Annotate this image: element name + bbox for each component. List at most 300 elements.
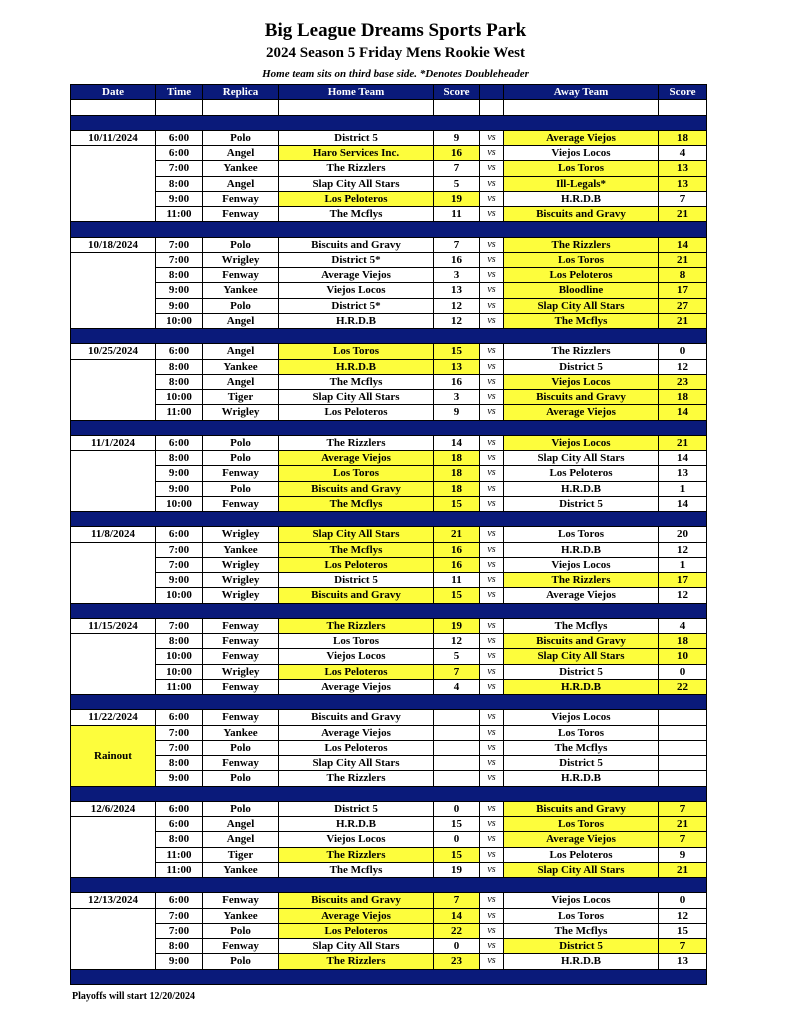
separator-bar <box>71 969 707 984</box>
away-score <box>659 756 707 771</box>
game-time: 6:00 <box>156 435 203 450</box>
game-row <box>71 725 707 740</box>
game-field: Wrigley <box>203 527 279 542</box>
vs-label: vs <box>480 435 504 450</box>
home-team: H.R.D.B <box>279 359 434 374</box>
home-team: Biscuits and Gravy <box>279 710 434 725</box>
game-time: 6:00 <box>156 344 203 359</box>
game-time: 11:00 <box>156 405 203 420</box>
game-row <box>71 207 707 222</box>
week-date: 11/22/2024 <box>71 710 156 725</box>
game-field: Tiger <box>203 847 279 862</box>
home-team: H.R.D.B <box>279 313 434 328</box>
game-time: 6:00 <box>156 817 203 832</box>
game-row <box>71 542 707 557</box>
week-separator <box>71 969 707 984</box>
home-team: Los Peloteros <box>279 664 434 679</box>
away-team: The Mcflys <box>504 313 659 328</box>
game-row <box>71 161 707 176</box>
vs-label: vs <box>480 313 504 328</box>
vs-label: vs <box>480 573 504 588</box>
home-team: The Rizzlers <box>279 771 434 786</box>
game-time: 6:00 <box>156 893 203 908</box>
game-row <box>71 374 707 389</box>
game-time: 6:00 <box>156 710 203 725</box>
game-field: Angel <box>203 344 279 359</box>
away-team: Los Toros <box>504 161 659 176</box>
game-time: 9:00 <box>156 954 203 969</box>
week-separator <box>71 222 707 237</box>
column-header: Date <box>71 85 156 100</box>
away-team: H.R.D.B <box>504 954 659 969</box>
vs-label: vs <box>480 801 504 816</box>
away-score: 4 <box>659 146 707 161</box>
column-header: Home Team <box>279 85 434 100</box>
away-team: Biscuits and Gravy <box>504 207 659 222</box>
schedule-table <box>70 84 707 985</box>
game-row <box>71 618 707 633</box>
game-field: Wrigley <box>203 664 279 679</box>
away-score: 18 <box>659 634 707 649</box>
home-team: Biscuits and Gravy <box>279 893 434 908</box>
column-header: Score <box>659 85 707 100</box>
game-field: Angel <box>203 374 279 389</box>
home-team: The Rizzlers <box>279 618 434 633</box>
home-team: Slap City All Stars <box>279 527 434 542</box>
home-score: 5 <box>434 649 480 664</box>
away-score: 21 <box>659 862 707 877</box>
game-row <box>71 405 707 420</box>
home-score: 7 <box>434 893 480 908</box>
game-field: Fenway <box>203 496 279 511</box>
vs-label: vs <box>480 542 504 557</box>
away-team: The Mcflys <box>504 923 659 938</box>
game-field: Polo <box>203 435 279 450</box>
home-team: Los Toros <box>279 466 434 481</box>
game-time: 6:00 <box>156 130 203 145</box>
game-time: 7:00 <box>156 557 203 572</box>
away-team: Los Peloteros <box>504 466 659 481</box>
home-team: District 5 <box>279 801 434 816</box>
away-team: District 5 <box>504 359 659 374</box>
away-score: 22 <box>659 679 707 694</box>
empty-cell <box>71 100 156 115</box>
vs-label: vs <box>480 344 504 359</box>
week-separator <box>71 512 707 527</box>
game-row <box>71 237 707 252</box>
game-time: 9:00 <box>156 573 203 588</box>
away-score: 14 <box>659 451 707 466</box>
column-header: Replica <box>203 85 279 100</box>
away-score: 7 <box>659 191 707 206</box>
away-score: 18 <box>659 130 707 145</box>
away-team: Viejos Locos <box>504 557 659 572</box>
game-row <box>71 588 707 603</box>
away-score: 7 <box>659 939 707 954</box>
empty-cell <box>71 252 156 328</box>
game-row <box>71 283 707 298</box>
game-row <box>71 893 707 908</box>
game-time: 8:00 <box>156 832 203 847</box>
game-field: Polo <box>203 451 279 466</box>
away-score: 12 <box>659 542 707 557</box>
game-time: 7:00 <box>156 618 203 633</box>
game-field: Fenway <box>203 466 279 481</box>
away-team: The Rizzlers <box>504 344 659 359</box>
home-score: 21 <box>434 527 480 542</box>
empty-cell <box>71 817 156 878</box>
away-team: Average Viejos <box>504 832 659 847</box>
game-field: Yankee <box>203 283 279 298</box>
empty-cell <box>156 100 203 115</box>
home-team: Slap City All Stars <box>279 939 434 954</box>
away-team: District 5 <box>504 664 659 679</box>
away-team: Viejos Locos <box>504 374 659 389</box>
game-row <box>71 664 707 679</box>
vs-label: vs <box>480 725 504 740</box>
empty-cell <box>71 542 156 603</box>
game-field: Polo <box>203 130 279 145</box>
home-team: District 5* <box>279 252 434 267</box>
home-team: Average Viejos <box>279 679 434 694</box>
game-row <box>71 527 707 542</box>
away-score: 9 <box>659 847 707 862</box>
game-field: Tiger <box>203 390 279 405</box>
game-time: 8:00 <box>156 176 203 191</box>
game-field: Fenway <box>203 756 279 771</box>
empty-cell <box>434 100 480 115</box>
away-score: 21 <box>659 207 707 222</box>
vs-label: vs <box>480 862 504 877</box>
game-row <box>71 649 707 664</box>
home-score: 0 <box>434 832 480 847</box>
week-date: 11/8/2024 <box>71 527 156 542</box>
away-team: Biscuits and Gravy <box>504 801 659 816</box>
game-row <box>71 252 707 267</box>
page-title: Big League Dreams Sports Park <box>264 20 527 41</box>
game-row <box>71 451 707 466</box>
home-team: The Rizzlers <box>279 847 434 862</box>
game-row <box>71 496 707 511</box>
game-row <box>71 176 707 191</box>
vs-label: vs <box>480 466 504 481</box>
game-time: 11:00 <box>156 207 203 222</box>
away-score: 7 <box>659 801 707 816</box>
game-field: Angel <box>203 832 279 847</box>
away-team: Viejos Locos <box>504 710 659 725</box>
home-score: 16 <box>434 252 480 267</box>
home-team: Viejos Locos <box>279 832 434 847</box>
home-score: 14 <box>434 435 480 450</box>
home-team: Biscuits and Gravy <box>279 481 434 496</box>
home-score: 16 <box>434 557 480 572</box>
home-score: 19 <box>434 618 480 633</box>
game-field: Fenway <box>203 268 279 283</box>
game-field: Wrigley <box>203 588 279 603</box>
week-date: 10/25/2024 <box>71 344 156 359</box>
away-team: Slap City All Stars <box>504 649 659 664</box>
home-score: 7 <box>434 161 480 176</box>
game-field: Angel <box>203 146 279 161</box>
empty-cell <box>71 908 156 969</box>
home-score: 19 <box>434 191 480 206</box>
vs-label: vs <box>480 237 504 252</box>
game-field: Yankee <box>203 862 279 877</box>
home-score: 16 <box>434 542 480 557</box>
away-score: 1 <box>659 557 707 572</box>
away-team: Average Viejos <box>504 130 659 145</box>
away-score: 13 <box>659 176 707 191</box>
game-field: Yankee <box>203 542 279 557</box>
game-row <box>71 481 707 496</box>
game-row <box>71 801 707 816</box>
home-score: 18 <box>434 466 480 481</box>
week-date: 11/1/2024 <box>71 435 156 450</box>
home-score: 7 <box>434 237 480 252</box>
game-time: 7:00 <box>156 542 203 557</box>
away-score: 0 <box>659 893 707 908</box>
game-field: Polo <box>203 481 279 496</box>
game-time: 11:00 <box>156 679 203 694</box>
away-team: District 5 <box>504 756 659 771</box>
vs-label: vs <box>480 634 504 649</box>
game-time: 10:00 <box>156 390 203 405</box>
home-team: District 5 <box>279 573 434 588</box>
vs-label: vs <box>480 832 504 847</box>
away-score <box>659 771 707 786</box>
column-header-row <box>71 85 707 100</box>
vs-label: vs <box>480 359 504 374</box>
home-team: The Mcflys <box>279 207 434 222</box>
vs-label: vs <box>480 298 504 313</box>
game-time: 11:00 <box>156 862 203 877</box>
home-team: The Rizzlers <box>279 435 434 450</box>
game-time: 9:00 <box>156 771 203 786</box>
away-score: 13 <box>659 954 707 969</box>
vs-label: vs <box>480 954 504 969</box>
game-field: Fenway <box>203 649 279 664</box>
separator-bar <box>71 878 707 893</box>
game-field: Polo <box>203 801 279 816</box>
game-field: Yankee <box>203 908 279 923</box>
away-score: 4 <box>659 618 707 633</box>
game-time: 7:00 <box>156 161 203 176</box>
home-score: 19 <box>434 862 480 877</box>
game-field: Fenway <box>203 893 279 908</box>
empty-cell <box>71 146 156 222</box>
game-row <box>71 756 707 771</box>
away-team: District 5 <box>504 496 659 511</box>
game-time: 6:00 <box>156 527 203 542</box>
vs-label: vs <box>480 374 504 389</box>
game-time: 9:00 <box>156 466 203 481</box>
away-team: Los Peloteros <box>504 847 659 862</box>
away-score: 7 <box>659 832 707 847</box>
game-row <box>71 923 707 938</box>
home-score: 12 <box>434 298 480 313</box>
away-score: 12 <box>659 359 707 374</box>
game-row <box>71 313 707 328</box>
week-separator <box>71 878 707 893</box>
away-team: Average Viejos <box>504 588 659 603</box>
separator-bar <box>71 420 707 435</box>
home-team: Slap City All Stars <box>279 176 434 191</box>
away-team: Los Peloteros <box>504 268 659 283</box>
away-score: 12 <box>659 588 707 603</box>
home-team: The Mcflys <box>279 542 434 557</box>
game-field: Yankee <box>203 161 279 176</box>
game-field: Polo <box>203 298 279 313</box>
game-field: Polo <box>203 771 279 786</box>
game-row <box>71 573 707 588</box>
game-field: Angel <box>203 176 279 191</box>
vs-label: vs <box>480 710 504 725</box>
away-score: 8 <box>659 268 707 283</box>
home-score: 13 <box>434 283 480 298</box>
game-time: 11:00 <box>156 847 203 862</box>
vs-label: vs <box>480 649 504 664</box>
game-time: 8:00 <box>156 756 203 771</box>
vs-label: vs <box>480 847 504 862</box>
separator-bar <box>71 695 707 710</box>
away-score: 27 <box>659 298 707 313</box>
home-team: Los Peloteros <box>279 405 434 420</box>
home-team: Viejos Locos <box>279 283 434 298</box>
vs-label: vs <box>480 268 504 283</box>
home-score: 0 <box>434 801 480 816</box>
game-time: 8:00 <box>156 374 203 389</box>
separator-bar <box>71 222 707 237</box>
home-score: 18 <box>434 451 480 466</box>
separator-bar <box>71 786 707 801</box>
home-score: 23 <box>434 954 480 969</box>
away-score: 13 <box>659 466 707 481</box>
away-score: 0 <box>659 344 707 359</box>
away-team: District 5 <box>504 939 659 954</box>
home-team: Viejos Locos <box>279 649 434 664</box>
vs-label: vs <box>480 176 504 191</box>
home-team: Average Viejos <box>279 451 434 466</box>
away-score <box>659 710 707 725</box>
home-team: The Rizzlers <box>279 161 434 176</box>
game-time: 8:00 <box>156 268 203 283</box>
away-team: The Rizzlers <box>504 237 659 252</box>
away-team: The Mcflys <box>504 618 659 633</box>
game-field: Wrigley <box>203 405 279 420</box>
game-time: 9:00 <box>156 191 203 206</box>
vs-label: vs <box>480 496 504 511</box>
game-field: Fenway <box>203 939 279 954</box>
game-row <box>71 268 707 283</box>
away-score: 12 <box>659 908 707 923</box>
away-score: 13 <box>659 161 707 176</box>
vs-label: vs <box>480 588 504 603</box>
vs-label: vs <box>480 893 504 908</box>
empty-cell <box>203 100 279 115</box>
home-team: The Rizzlers <box>279 954 434 969</box>
away-score: 14 <box>659 496 707 511</box>
home-score: 3 <box>434 268 480 283</box>
home-score: 13 <box>434 359 480 374</box>
separator-bar <box>71 115 707 130</box>
game-field: Fenway <box>203 710 279 725</box>
empty-cell <box>71 451 156 512</box>
game-field: Polo <box>203 923 279 938</box>
away-team: Bloodline <box>504 283 659 298</box>
vs-label: vs <box>480 451 504 466</box>
home-team: Slap City All Stars <box>279 390 434 405</box>
page-subtitle: 2024 Season 5 Friday Mens Rookie West <box>266 45 525 61</box>
away-score: 14 <box>659 237 707 252</box>
game-row <box>71 832 707 847</box>
away-team: Average Viejos <box>504 405 659 420</box>
home-score: 15 <box>434 496 480 511</box>
vs-label: vs <box>480 405 504 420</box>
away-team: H.R.D.B <box>504 542 659 557</box>
vs-label: vs <box>480 390 504 405</box>
game-time: 8:00 <box>156 451 203 466</box>
game-time: 9:00 <box>156 283 203 298</box>
game-row <box>71 344 707 359</box>
away-score: 21 <box>659 435 707 450</box>
home-score <box>434 756 480 771</box>
away-team: H.R.D.B <box>504 481 659 496</box>
game-time: 7:00 <box>156 252 203 267</box>
home-score: 15 <box>434 588 480 603</box>
week-separator <box>71 603 707 618</box>
away-score <box>659 725 707 740</box>
home-score: 7 <box>434 664 480 679</box>
game-time: 8:00 <box>156 359 203 374</box>
home-team: Los Peloteros <box>279 557 434 572</box>
column-header: Away Team <box>504 85 659 100</box>
vs-label: vs <box>480 130 504 145</box>
home-team: Los Peloteros <box>279 191 434 206</box>
game-row <box>71 146 707 161</box>
away-team: Viejos Locos <box>504 435 659 450</box>
home-team: Haro Services Inc. <box>279 146 434 161</box>
home-team: Biscuits and Gravy <box>279 237 434 252</box>
home-score <box>434 710 480 725</box>
game-time: 9:00 <box>156 481 203 496</box>
away-score: 21 <box>659 252 707 267</box>
week-date: 10/11/2024 <box>71 130 156 145</box>
vs-label: vs <box>480 740 504 755</box>
away-score: 20 <box>659 527 707 542</box>
empty-cell <box>71 634 156 695</box>
game-field: Polo <box>203 740 279 755</box>
game-field: Polo <box>203 954 279 969</box>
home-score <box>434 740 480 755</box>
home-score: 4 <box>434 679 480 694</box>
game-row <box>71 557 707 572</box>
week-date: 10/18/2024 <box>71 237 156 252</box>
away-team: Los Toros <box>504 817 659 832</box>
game-row <box>71 435 707 450</box>
week-date: 12/13/2024 <box>71 893 156 908</box>
game-time: 6:00 <box>156 146 203 161</box>
week-date: 11/15/2024 <box>71 618 156 633</box>
away-score: 10 <box>659 649 707 664</box>
game-row <box>71 634 707 649</box>
vs-label: vs <box>480 557 504 572</box>
away-team: H.R.D.B <box>504 191 659 206</box>
game-field: Angel <box>203 817 279 832</box>
vs-label: vs <box>480 527 504 542</box>
away-score: 23 <box>659 374 707 389</box>
vs-label: vs <box>480 908 504 923</box>
game-row <box>71 817 707 832</box>
